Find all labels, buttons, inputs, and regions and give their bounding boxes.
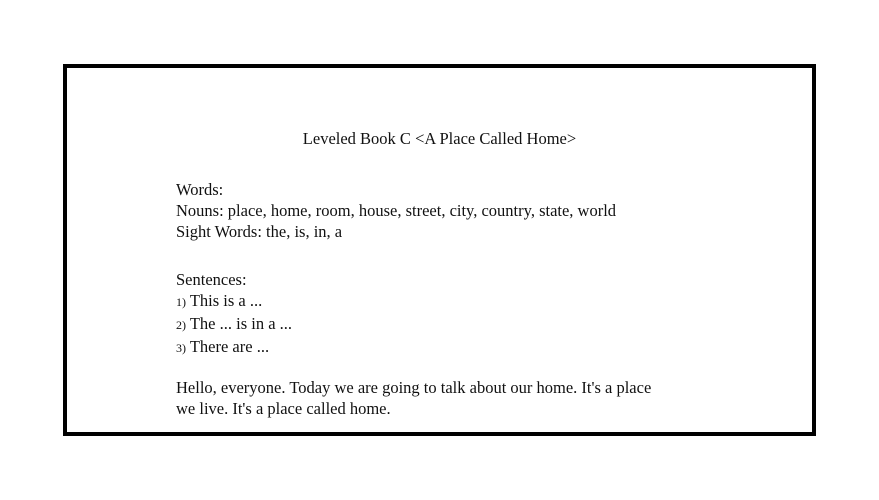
sentence-text: This is a ... — [189, 291, 263, 310]
intro-paragraph — [176, 377, 651, 419]
sight-words-line: Sight Words: the, is, in, a — [176, 222, 343, 241]
words-heading: Words: — [176, 180, 224, 199]
sentence-item — [176, 336, 292, 359]
document-title: Leveled Book C <A Place Called Home> — [302, 129, 577, 148]
sentence-item — [176, 313, 292, 336]
sentence-number: 2) — [176, 318, 186, 332]
sentences-section — [176, 269, 292, 359]
paragraph-line: we live. It's a place called home. — [176, 399, 391, 418]
nouns-line: Nouns: place, home, room, house, street, city, country, state, world — [176, 201, 617, 220]
paragraph-line: Hello, everyone. Today we are going to talk about our home. It's a place — [176, 378, 652, 397]
words-section — [176, 179, 616, 242]
document-frame — [63, 64, 816, 436]
sentence-text: The ... is in a ... — [189, 314, 293, 333]
sentence-item — [176, 290, 292, 313]
sentences-heading: Sentences: — [176, 270, 247, 289]
sentence-number: 1) — [176, 295, 186, 309]
sentence-text: There are ... — [189, 337, 270, 356]
sentence-number: 3) — [176, 341, 186, 355]
